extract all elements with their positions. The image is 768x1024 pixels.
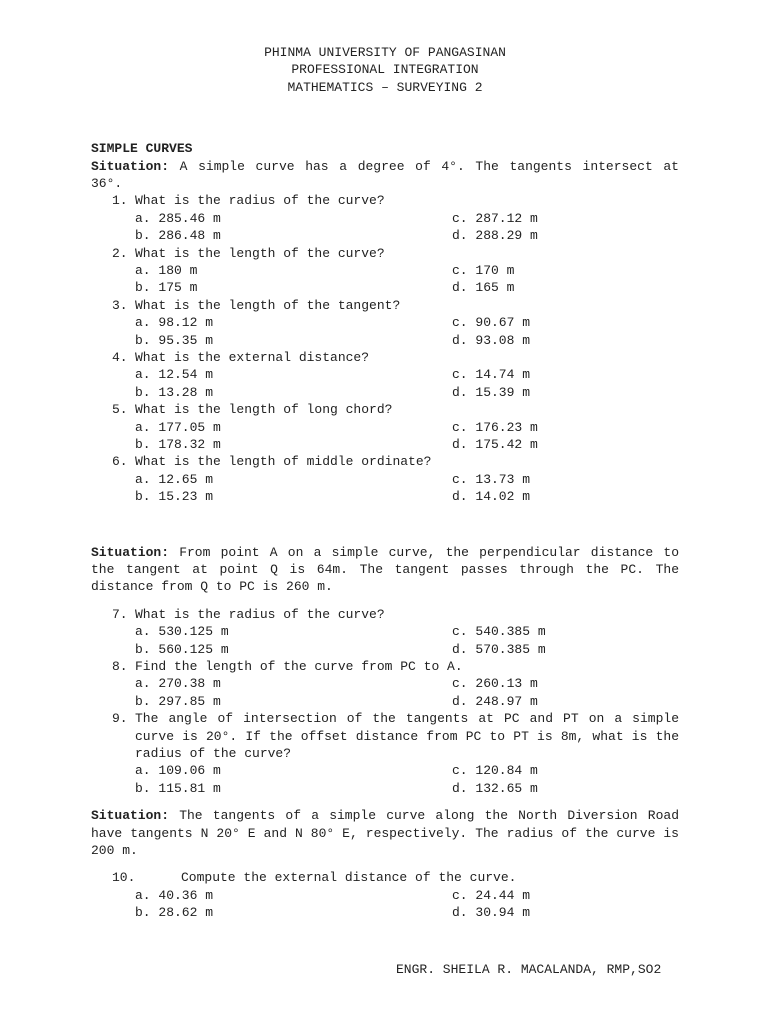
option-d: d. 93.08 m: [452, 332, 531, 348]
situation-text: From point A on a simple curve, the perpendicular distance to the tangent at point Q is 64m. The tangent passes through the PC. The distance from Q to PC is 260 m.: [91, 544, 679, 595]
situation-text: The tangents of a simple curve along the North Diversion Road have tangents N 20° E and N 80° E, respectively. The radius of the curve is 200 m.: [91, 808, 679, 858]
header-subject: MATHEMATICS – SURVEYING 2: [287, 79, 483, 95]
option-b: b. 178.32 m: [135, 436, 221, 452]
question-4: [91, 349, 679, 366]
question-number: 3.: [112, 297, 128, 313]
situation-label: Situation:: [91, 544, 170, 560]
options-row: [91, 332, 679, 349]
options-row: [91, 762, 679, 779]
header-university: PHINMA UNIVERSITY OF PANGASINAN: [264, 45, 506, 60]
question-number: 9.: [112, 711, 128, 727]
option-a: a. 177.05 m: [135, 419, 221, 435]
question-5: [91, 401, 679, 418]
document-header: [91, 44, 679, 96]
situation-3: [91, 807, 679, 859]
option-d: d. 132.65 m: [452, 780, 538, 796]
question-text: What is the length of long chord?: [135, 402, 393, 418]
options-row: [91, 641, 679, 658]
question-text: What is the radius of the curve?: [135, 193, 385, 209]
question-number: 2.: [112, 245, 128, 261]
question-text: What is the external distance?: [135, 349, 370, 365]
options-row: [91, 366, 679, 383]
option-a: a. 530.125 m: [135, 624, 229, 640]
option-a: a. 12.54 m: [135, 367, 214, 383]
situation-text: A simple curve has a degree of 4°. The tangents intersect at 36°.: [91, 158, 679, 191]
option-a: a. 270.38 m: [135, 676, 221, 692]
options-row: [91, 210, 679, 227]
question-9: [91, 710, 679, 762]
footer-author: ENGR. SHEILA R. MACALANDA, RMP,SO2: [396, 962, 662, 977]
option-a: a. 109.06 m: [135, 763, 221, 779]
option-a: a. 12.65 m: [135, 471, 214, 487]
option-c: c. 176.23 m: [452, 419, 538, 435]
option-b: b. 15.23 m: [135, 489, 214, 505]
option-b: b. 28.62 m: [135, 905, 214, 921]
question-text: Find the length of the curve from PC to A.: [135, 658, 463, 674]
option-a: a. 98.12 m: [135, 315, 214, 331]
option-c: c. 170 m: [452, 262, 515, 278]
question-number: 10.: [112, 870, 136, 886]
option-d: d. 15.39 m: [452, 384, 531, 400]
option-a: a. 285.46 m: [135, 210, 221, 226]
options-row: [91, 471, 679, 488]
question-text: What is the radius of the curve?: [135, 606, 385, 622]
options-row: [91, 227, 679, 244]
question-text: The angle of intersection of the tangents at PC and PT on a simple curve is 20°. If the offset distance from PC to PT is 8m, what is the radius of the curve?: [135, 711, 679, 761]
section-title: SIMPLE CURVES: [91, 141, 193, 157]
options-row: [91, 436, 679, 453]
option-c: c. 14.74 m: [452, 367, 531, 383]
option-b: b. 286.48 m: [135, 228, 221, 244]
option-d: d. 175.42 m: [452, 436, 538, 452]
options-row: [91, 623, 679, 640]
options-row: [91, 384, 679, 401]
option-a: a. 40.36 m: [135, 887, 214, 903]
option-d: d. 288.29 m: [452, 228, 538, 244]
options-row: [91, 887, 679, 904]
question-10: [91, 869, 679, 886]
option-b: b. 297.85 m: [135, 693, 221, 709]
question-number: 4.: [112, 349, 128, 365]
option-b: b. 115.81 m: [135, 780, 221, 796]
options-row: [91, 904, 679, 921]
option-c: c. 540.385 m: [452, 624, 546, 640]
question-8: [91, 658, 679, 675]
header-course: PROFESSIONAL INTEGRATION: [291, 62, 479, 78]
option-d: d. 248.97 m: [452, 693, 538, 709]
option-d: d. 570.385 m: [452, 641, 546, 657]
options-row: [91, 675, 679, 692]
options-row: [91, 279, 679, 296]
option-b: b. 13.28 m: [135, 384, 214, 400]
question-text: What is the length of the curve?: [135, 245, 385, 261]
option-b: b. 95.35 m: [135, 332, 214, 348]
options-row: [91, 419, 679, 436]
question-text: What is the length of middle ordinate?: [135, 454, 432, 470]
options-row: [91, 262, 679, 279]
question-7: [91, 606, 679, 623]
question-3: [91, 297, 679, 314]
options-row: [91, 780, 679, 797]
option-c: c. 24.44 m: [452, 887, 531, 903]
question-text: What is the length of the tangent?: [135, 297, 401, 313]
options-row: [91, 488, 679, 505]
question-number: 7.: [112, 606, 128, 622]
question-2: [91, 245, 679, 262]
option-c: c. 260.13 m: [452, 676, 538, 692]
situation-label: Situation:: [91, 158, 170, 174]
option-b: b. 175 m: [135, 280, 198, 296]
situation-1: [91, 158, 679, 193]
option-d: d. 30.94 m: [452, 905, 531, 921]
options-row: [91, 314, 679, 331]
option-b: b. 560.125 m: [135, 641, 229, 657]
option-c: c. 287.12 m: [452, 210, 538, 226]
option-a: a. 180 m: [135, 262, 198, 278]
option-c: c. 90.67 m: [452, 315, 531, 331]
question-number: 1.: [112, 193, 128, 209]
option-c: c. 120.84 m: [452, 763, 538, 779]
options-row: [91, 693, 679, 710]
option-d: d. 165 m: [452, 280, 515, 296]
question-number: 6.: [112, 454, 128, 470]
option-c: c. 13.73 m: [452, 471, 531, 487]
document-page: [91, 44, 679, 922]
option-d: d. 14.02 m: [452, 489, 531, 505]
question-number: 8.: [112, 658, 128, 674]
situation-label: Situation:: [91, 808, 170, 824]
question-number: 5.: [112, 402, 128, 418]
question-1: [91, 192, 679, 209]
question-6: [91, 453, 679, 470]
question-text: Compute the external distance of the curve.: [181, 870, 517, 886]
situation-2: [91, 544, 679, 596]
